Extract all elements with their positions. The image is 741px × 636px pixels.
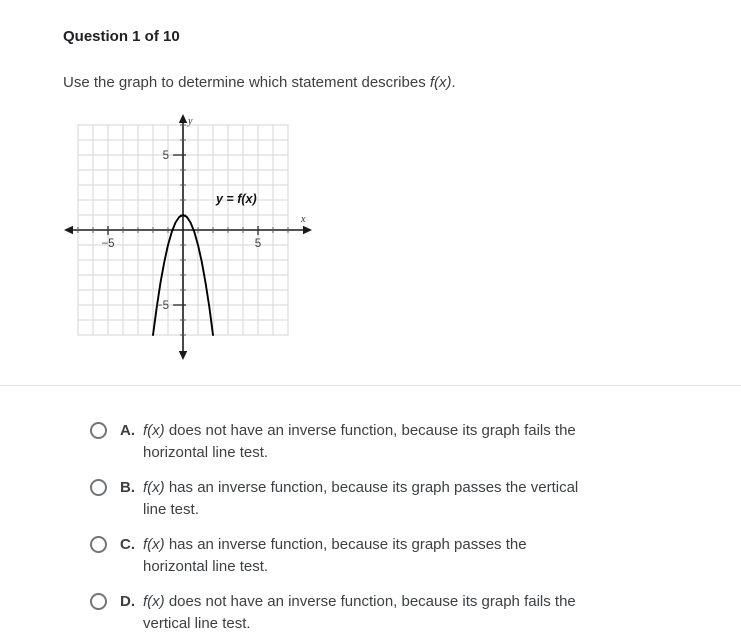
radio-button-c[interactable] (90, 536, 107, 553)
radio-button-b[interactable] (90, 479, 107, 496)
x-tick-pos-label: 5 (254, 238, 262, 250)
radio-button-d[interactable] (90, 593, 107, 610)
fx-notation: f(x) (143, 479, 165, 496)
divider (0, 385, 741, 386)
y-tick-pos-label: 5 (162, 150, 169, 162)
answer-options (90, 420, 741, 635)
function-graph (63, 113, 741, 361)
fx-notation: f(x) (429, 74, 452, 91)
option-letter: C. (120, 536, 135, 553)
answer-option-d[interactable] (90, 591, 741, 635)
question-progress: Question 1 of 10 (63, 28, 180, 45)
answer-option-b[interactable] (90, 477, 741, 521)
option-text: f(x) does not have an inverse function, because its graph fails the horizontal line test. (143, 422, 576, 461)
y-axis-letter: y (188, 116, 193, 127)
option-text: f(x) has an inverse function, because its graph passes the horizontal line test. (143, 536, 527, 575)
option-letter: A. (120, 422, 135, 439)
fx-notation: f(x) (143, 422, 165, 439)
option-text: f(x) does not have an inverse function, because its graph fails the vertical line test. (143, 593, 576, 632)
arrow-right-icon (303, 226, 312, 234)
x-axis-letter: x (301, 214, 306, 225)
y-tick-neg-label: −5 (155, 300, 169, 312)
option-letter: B. (120, 479, 135, 496)
x-tick-neg-label: −5 (101, 238, 115, 250)
arrow-left-icon (64, 226, 73, 234)
answer-option-a[interactable] (90, 420, 741, 464)
answer-option-c[interactable] (90, 534, 741, 578)
arrow-up-icon (179, 114, 187, 123)
radio-button-a[interactable] (90, 422, 107, 439)
curve-label: y = f(x) (216, 192, 257, 206)
question-text: Use the graph to determine which statement describes f(x). (63, 74, 456, 91)
option-text: f(x) has an inverse function, because its graph passes the vertical line test. (143, 479, 579, 518)
fx-notation: f(x) (143, 536, 165, 553)
graph-svg (63, 113, 313, 361)
fx-notation: f(x) (143, 593, 165, 610)
arrow-down-icon (179, 351, 187, 360)
option-letter: D. (120, 593, 135, 610)
